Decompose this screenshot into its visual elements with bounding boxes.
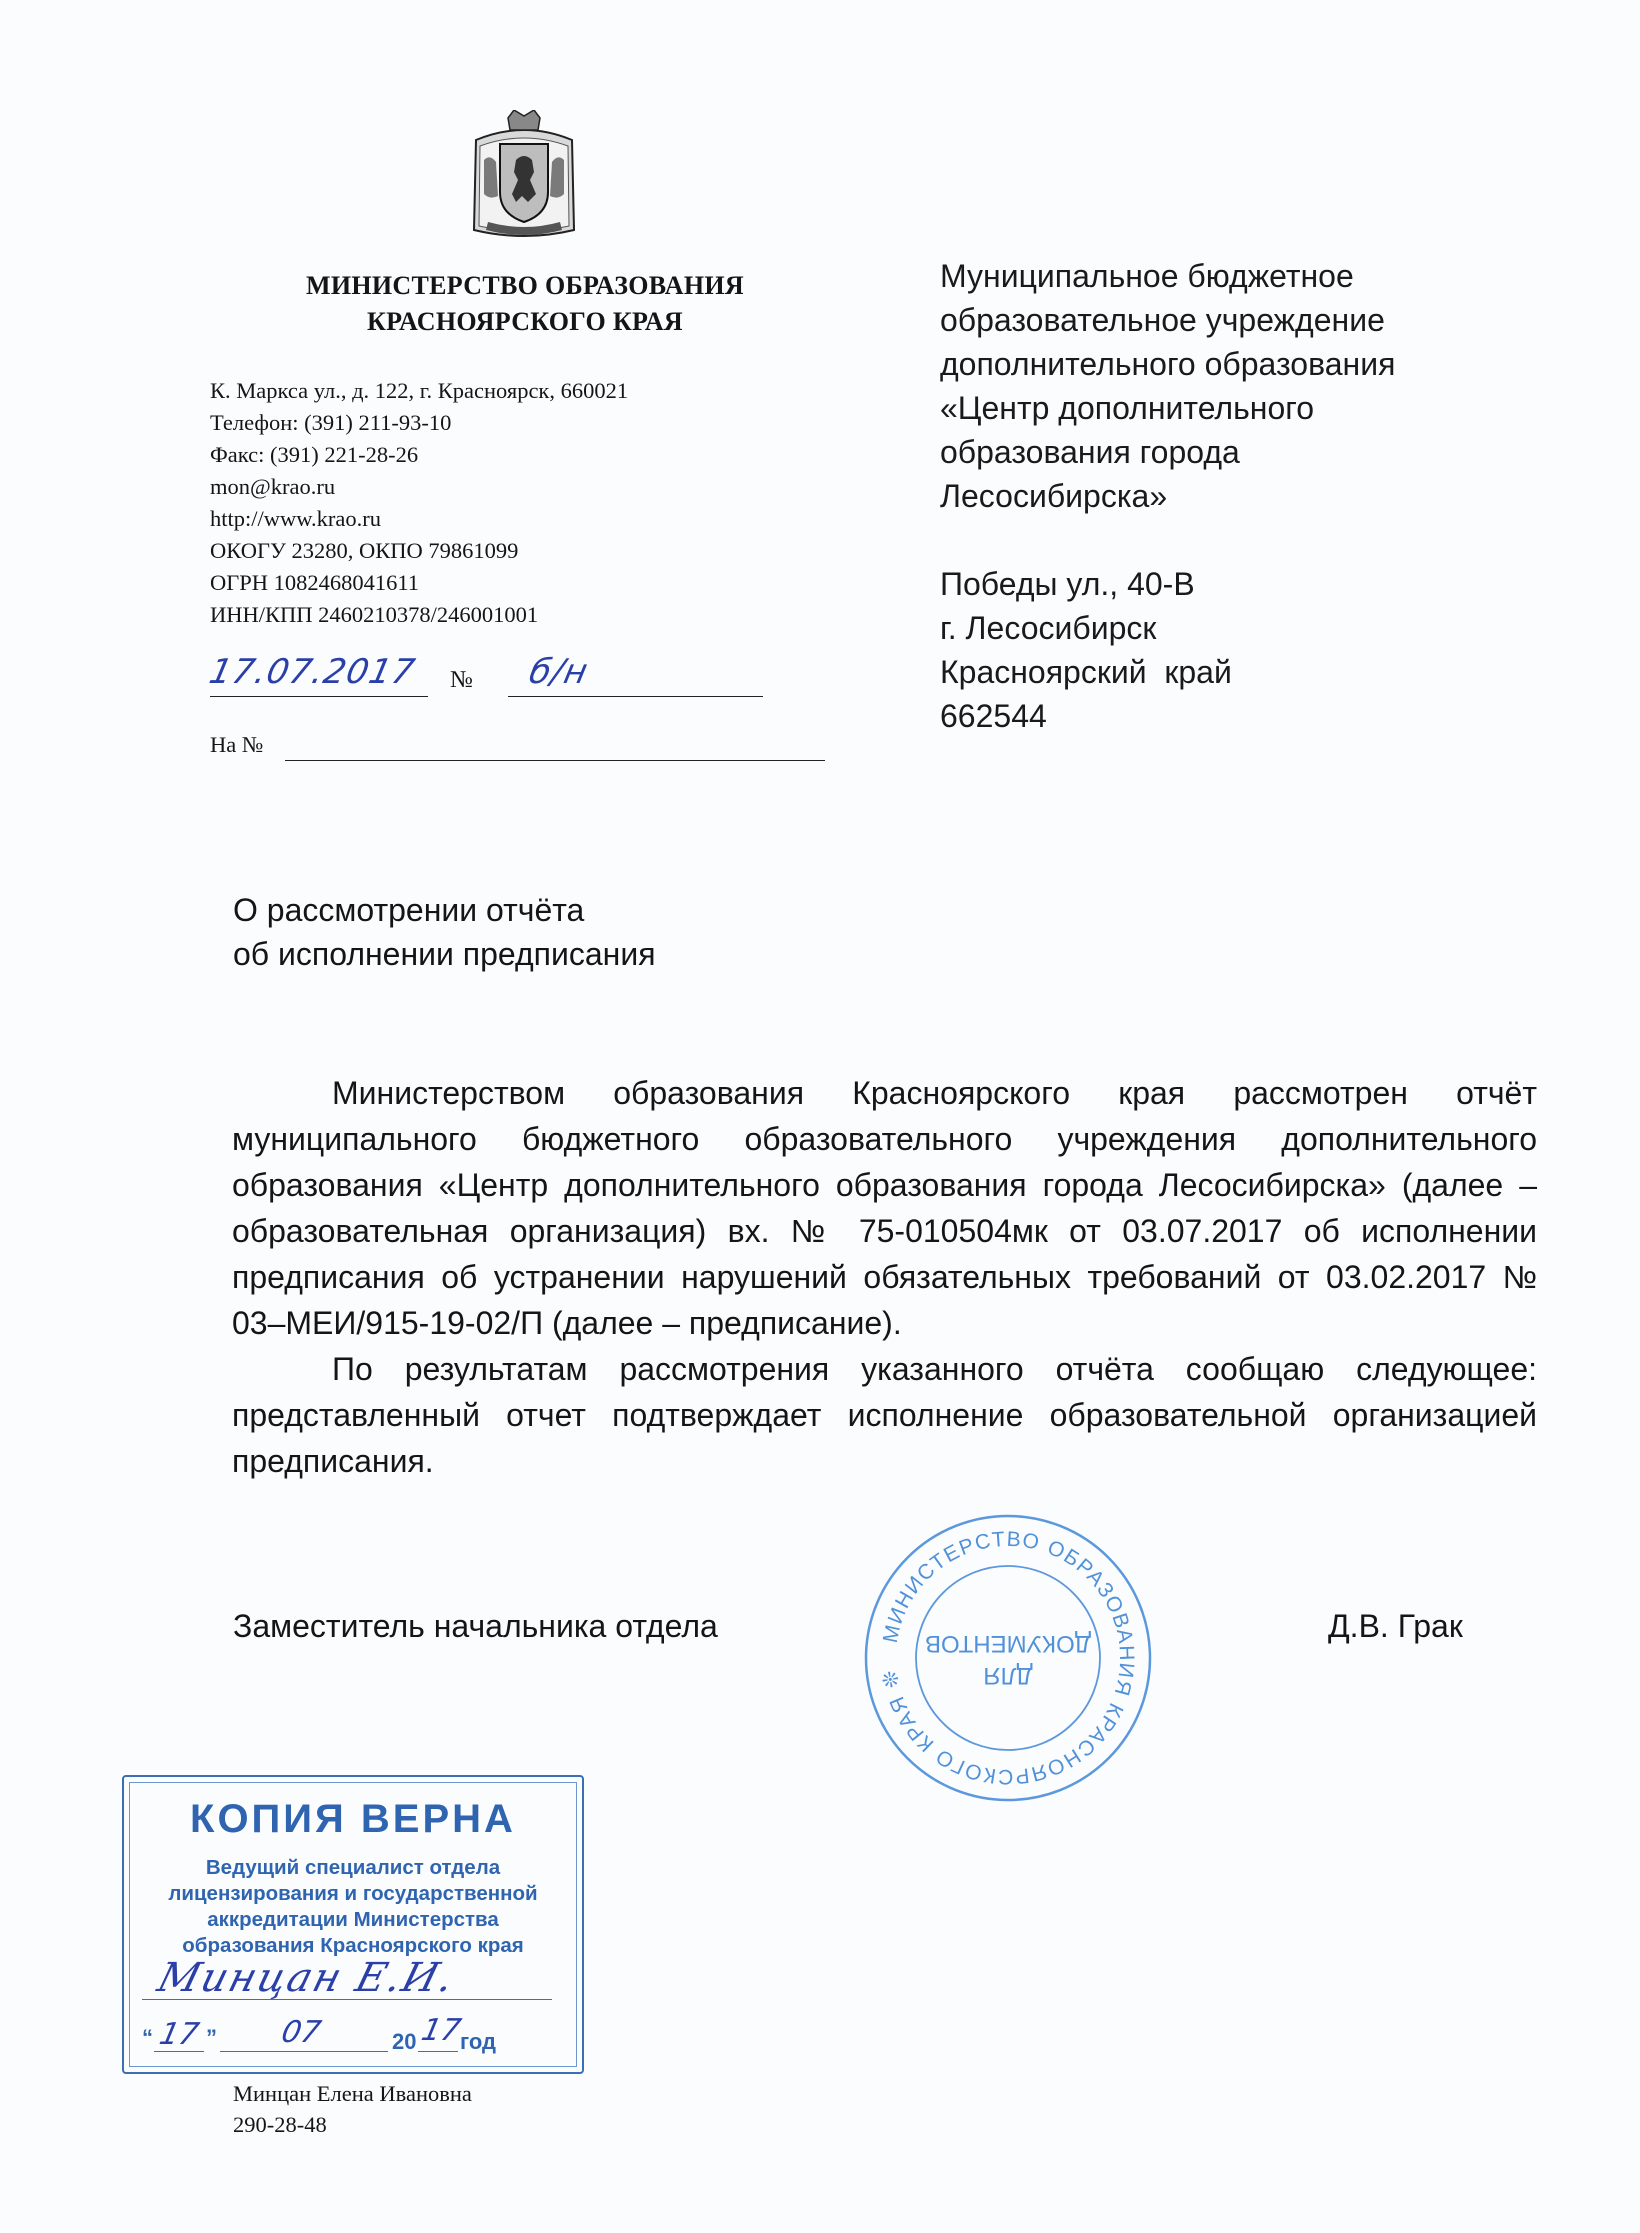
stamp-signature-line — [142, 1999, 552, 2000]
stamp-line: аккредитации Министерства — [207, 1908, 499, 1931]
ministry-contacts — [210, 375, 770, 631]
stamp-line: образования Красноярского края — [182, 1934, 524, 1957]
stamp-title: КОПИЯ ВЕРНА — [190, 1797, 516, 1841]
stamp-handwritten-signature: Минцан Е.И. — [152, 1955, 461, 2001]
handwritten-outgoing-number: б/н — [525, 652, 592, 692]
recipient-address-line: Победы ул., 40-В — [940, 566, 1195, 602]
stamp-date-day: 17 — [156, 2017, 202, 2052]
recipient-block — [940, 254, 1560, 738]
contact-okogu-okpo: ОКОГУ 23280, ОКПО 79861099 — [210, 538, 519, 563]
seal-center-line1: ДЛЯ — [983, 1662, 1033, 1689]
stamp-year-label: год — [460, 2029, 496, 2054]
contact-fax: Факс: (391) 221-28-26 — [210, 442, 419, 467]
recipient-address-line: г. Лесосибирск — [940, 610, 1157, 646]
reply-to-label: На № — [210, 732, 264, 757]
contact-address: К. Маркса ул., д. 122, г. Красноярск, 660021 — [210, 378, 629, 403]
number-line — [508, 696, 763, 697]
recipient-address-line: 662544 — [940, 698, 1047, 734]
stamp-line: лицензирования и государственной — [168, 1882, 538, 1905]
stamp-date-month: 07 — [278, 2015, 324, 2050]
round-seal — [858, 1508, 1158, 1808]
date-line — [210, 696, 428, 697]
recipient-line: Лесосибирска» — [940, 478, 1168, 514]
stamp-day-line — [154, 2051, 204, 2052]
executor-info — [233, 2078, 472, 2140]
reply-to-line — [285, 760, 825, 761]
contact-phone: Телефон: (391) 211-93-10 — [210, 410, 452, 435]
stamp-date-row — [142, 2013, 582, 2061]
stamp-line: Ведущий специалист отдела — [205, 1856, 501, 1879]
coat-of-arms-icon — [470, 110, 578, 242]
stamp-year-prefix: 20 — [392, 2029, 417, 2054]
subject-line: об исполнении предписания — [233, 936, 656, 972]
contact-inn-kpp: ИНН/КПП 2460210378/246001001 — [210, 602, 539, 627]
seal-center-line2: ДОКУМЕНТОВ — [924, 1630, 1092, 1657]
signer-name: Д.В. Грак — [1328, 1608, 1463, 1644]
subject-line: О рассмотрении отчёта — [233, 892, 585, 928]
ministry-header — [215, 268, 835, 340]
recipient-address-line: Красноярский край — [940, 654, 1232, 690]
executor-name: Минцан Елена Ивановна — [233, 2081, 472, 2106]
contact-website: http://www.krao.ru — [210, 506, 382, 531]
recipient-line: Муниципальное бюджетное — [940, 258, 1354, 294]
executor-phone: 290-28-48 — [233, 2112, 327, 2137]
stamp-close-quote: ” — [206, 2025, 217, 2050]
recipient-line: образования города — [940, 434, 1240, 470]
body-paragraph: Министерством образования Красноярского края рассмотрен отчёт муниципального бюджетного образовательного учреждения дополнительного образования «Центр дополнительного образования города Лесосибирска» (далее – образовательная организация) вх. № 75-010504мк от 03.07.2017 об исполнении предписания об устранении нарушений обязательных требований от 03.02.2017 № 03–МЕИ/915-19-02/П (далее – предписание). — [232, 1075, 1537, 1341]
seal-ring-text: МИНИСТЕРСТВО ОБРАЗОВАНИЯ КРАСНОЯРСКОГО КРАЯ ❊ — [878, 1527, 1139, 1789]
handwritten-outgoing-date: 17.07.2017 — [205, 652, 419, 692]
number-sign: № — [450, 667, 473, 693]
recipient-line: «Центр дополнительного — [940, 390, 1314, 426]
letter-body — [232, 1070, 1537, 1484]
body-paragraph: По результатам рассмотрения указанного отчёта сообщаю следующее: представленный отчет подтверждает исполнение образовательной организацией предписания. — [232, 1351, 1537, 1479]
stamp-open-quote: “ — [142, 2025, 153, 2050]
stamp-month-line — [220, 2051, 388, 2052]
letter-subject — [233, 888, 933, 976]
copy-certified-stamp — [122, 1775, 584, 2074]
stamp-date-year: 17 — [418, 2013, 464, 2048]
contact-ogrn: ОГРН 1082468041611 — [210, 570, 420, 595]
recipient-spacer — [940, 518, 1560, 562]
ministry-name-line1: МИНИСТЕРСТВО ОБРАЗОВАНИЯ — [305, 271, 744, 300]
recipient-line: образовательное учреждение — [940, 302, 1385, 338]
recipient-line: дополнительного образования — [940, 346, 1396, 382]
ministry-name-line2: КРАСНОЯРСКОГО КРАЯ — [367, 307, 683, 336]
stamp-year-line — [418, 2051, 458, 2052]
stamp-text — [124, 1855, 582, 1959]
contact-email: mon@krao.ru — [210, 474, 336, 499]
signer-position: Заместитель начальника отдела — [233, 1608, 718, 1644]
